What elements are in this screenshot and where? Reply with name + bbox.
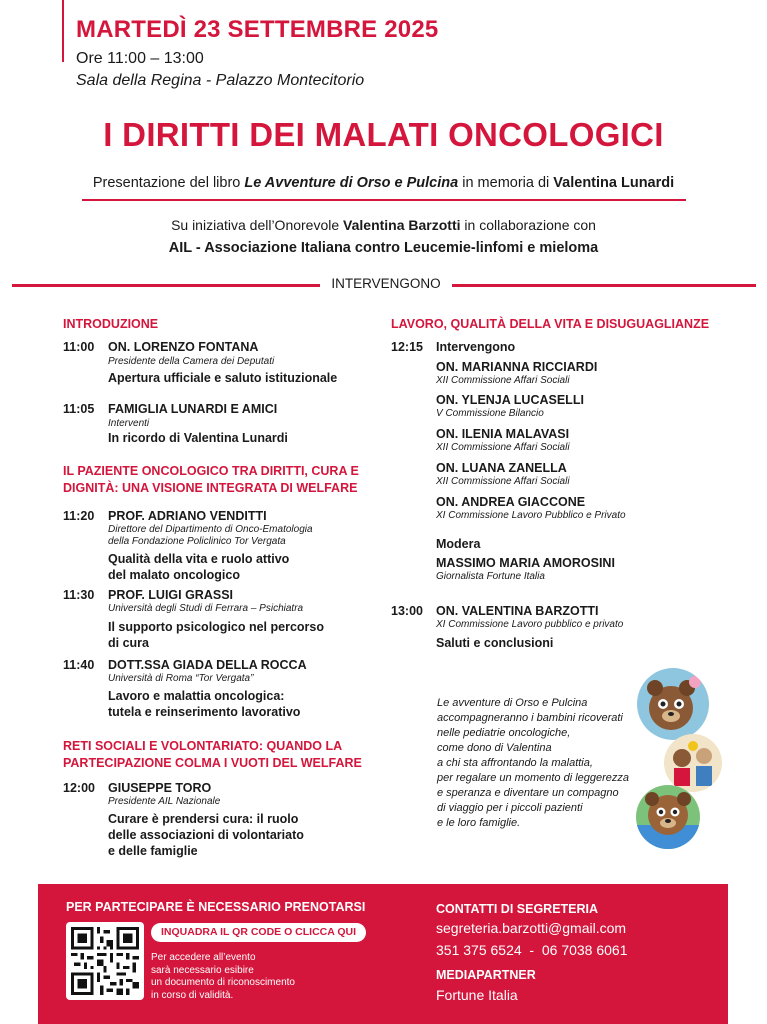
time-1130: 11:30 (63, 588, 95, 602)
speech-topic: delle associazioni di volontariato (108, 828, 304, 842)
speaker-role: Università di Roma “Tor Vergata” (108, 673, 254, 684)
quote-line: Le avventure di Orso e Pulcina (437, 697, 588, 709)
initiative-name: Valentina Barzotti (343, 217, 461, 233)
speaker-name: ON. ILENIA MALAVASI (436, 427, 570, 441)
speaker-name: ON. LUANA ZANELLA (436, 461, 567, 475)
section-line: IL PAZIENTE ONCOLOGICO TRA DIRITTI, CURA E (63, 464, 359, 478)
note-line: Per accedere all’evento (151, 952, 256, 963)
quote-line: e le loro famiglie. (437, 817, 521, 829)
moderator-name: MASSIMO MARIA AMOROSINI (436, 556, 615, 570)
initiative-post: in collaborazione con (460, 217, 596, 233)
time-1140: 11:40 (63, 658, 95, 672)
speaker-name: ON. MARIANNA RICCIARDI (436, 360, 598, 374)
time-1200: 12:00 (63, 781, 95, 795)
speaker-role: Università degli Studi di Ferrara – Psichiatra (108, 603, 304, 614)
note-line: un documento di riconoscimento (151, 977, 295, 988)
speaker-role: XII Commissione Affari Sociali (436, 375, 570, 386)
speech-topic: di cura (108, 636, 149, 650)
speech-topic: Il supporto psicologico nel percorso (108, 620, 324, 634)
speech-topic: Lavoro e malattia oncologica: (108, 689, 285, 703)
note-line: sarà necessario esibire (151, 964, 254, 976)
time-1100: 11:00 (63, 340, 95, 354)
speaker-role: XII Commissione Affari Sociali (436, 476, 570, 487)
speech-topic: del malato oncologico (108, 568, 240, 582)
quote-line: come dono di Valentina (437, 742, 552, 754)
contacts-title: CONTATTI DI SEGRETERIA (436, 902, 599, 916)
event-place: Sala della Regina - Palazzo Montecitorio (76, 72, 365, 89)
book-quote (437, 696, 629, 831)
speaker-role: Direttore del Dipartimento di Onco-Ematologia (108, 524, 313, 535)
contact-phones[interactable]: 351 375 6524 - 06 7038 6061 (436, 942, 628, 958)
speech-topic: Apertura ufficiale e saluto istituzionale (108, 371, 338, 385)
note-line: in corso di validità. (151, 989, 234, 1001)
time-1105: 11:05 (63, 402, 95, 416)
subtitle-pre: Presentazione del libro (92, 175, 245, 191)
speech-topic: Curare è prendersi cura: il ruolo (108, 812, 299, 826)
section-lavoro: LAVORO, QUALITÀ DELLA VITA E DISUGUAGLIANZE (391, 317, 710, 331)
moderator-role: Giornalista Fortune Italia (436, 571, 545, 582)
subtitle-mid: in memoria di (458, 175, 554, 191)
speech-topic: tutela e reinserimento lavorativo (108, 705, 301, 719)
booking-note (151, 952, 295, 1002)
quote-line: nelle pediatrie oncologiche, (437, 727, 571, 739)
time-1120: 11:20 (63, 509, 95, 523)
speaker-name: FAMIGLIA LUNARDI E AMICI (108, 402, 278, 416)
speaker-name: ON. ANDREA GIACCONE (436, 495, 586, 509)
speaker-role: XI Commissione Lavoro pubblico e privato (436, 619, 624, 630)
initiative-pre: Su iniziativa dell’Onorevole (171, 217, 344, 233)
speaker-name: ON. LORENZO FONTANA (108, 340, 259, 354)
section-introduzione: INTRODUZIONE (63, 317, 159, 331)
section-line: RETI SOCIALI E VOLONTARIATO: QUANDO LA (63, 739, 343, 753)
bear-illustration-icon (637, 668, 709, 740)
event-time: Ore 11:00 – 13:00 (76, 50, 204, 67)
speaker-role: Interventi (108, 418, 150, 429)
quote-line: e speranza e diventare un compagno (437, 787, 619, 799)
modera-label: Modera (436, 537, 481, 551)
time-1300: 13:00 (391, 604, 423, 618)
quote-line: accompagneranno i bambini ricoverati (437, 712, 623, 724)
section-line: DIGNITÀ: UNA VISIONE INTEGRATA DI WELFARE (63, 481, 358, 495)
header-accent-line (62, 0, 64, 62)
speech-topic: Saluti e conclusioni (436, 636, 554, 650)
qr-code[interactable] (66, 922, 144, 1000)
divider-label: INTERVENGONO (331, 276, 441, 291)
bear-face-illustration-icon (636, 785, 700, 849)
speech-topic: In ricordo di Valentina Lunardi (108, 431, 288, 445)
booking-title: PER PARTECIPARE È NECESSARIO PRENOTARSI (66, 900, 366, 914)
quote-line: per regalare un momento di leggerezza (437, 772, 630, 784)
event-date: MARTEDÌ 23 SETTEMBRE 2025 (76, 16, 439, 43)
mediapartner-name: Fortune Italia (436, 987, 518, 1003)
qr-link-button[interactable]: INQUADRA IL QR CODE O CLICCA QUI (151, 923, 366, 942)
initiative-line (0, 217, 767, 233)
page-title: I DIRITTI DEI MALATI ONCOLOGICI (103, 116, 664, 153)
speaker-role: della Fondazione Policlinico Tor Vergata (108, 536, 286, 547)
book-title: Le Avventure di Orso e Pulcina (244, 175, 459, 191)
intervengono-label: Intervengono (436, 340, 516, 354)
association-name: AIL - Associazione Italiana contro Leucemie-linfomi e mieloma (168, 240, 599, 256)
speaker-role: XI Commissione Lavoro Pubblico e Privato (436, 510, 626, 521)
memorial-name: Valentina Lunardi (553, 175, 675, 191)
section-reti-sociali (63, 738, 362, 772)
children-illustration-icon (664, 734, 722, 792)
speaker-name: PROF. ADRIANO VENDITTI (108, 509, 267, 523)
speaker-role: XII Commissione Affari Sociali (436, 442, 570, 453)
speech-topic: Qualità della vita e ruolo attivo (108, 552, 290, 566)
quote-line: di viaggio per i piccoli pazienti (437, 802, 583, 814)
contact-email[interactable]: segreteria.barzotti@gmail.com (436, 920, 627, 936)
qr-code-icon (71, 927, 139, 995)
quote-line: a chi sta affrontando la malattia, (437, 757, 593, 769)
speaker-role: V Commissione Bilancio (436, 408, 544, 419)
speech-topic: e delle famiglie (108, 844, 198, 858)
mediapartner-title: MEDIAPARTNER (436, 968, 536, 982)
speaker-role: Presidente AIL Nazionale (108, 796, 221, 807)
divider-right (452, 284, 756, 287)
speaker-name: ON. YLENJA LUCASELLI (436, 393, 584, 407)
speaker-name: GIUSEPPE TORO (108, 781, 212, 795)
subtitle-underline (82, 199, 686, 201)
time-1215: 12:15 (391, 340, 423, 354)
divider-left (12, 284, 320, 287)
section-paziente-oncologico (63, 463, 359, 497)
speaker-name: ON. VALENTINA BARZOTTI (436, 604, 599, 618)
speaker-role: Presidente della Camera dei Deputati (108, 356, 275, 367)
section-line: PARTECIPAZIONE COLMA I VUOTI DEL WELFARE (63, 756, 362, 770)
speaker-name: PROF. LUIGI GRASSI (108, 588, 234, 602)
speaker-name: DOTT.SSA GIADA DELLA ROCCA (108, 658, 307, 672)
subtitle (0, 175, 767, 191)
